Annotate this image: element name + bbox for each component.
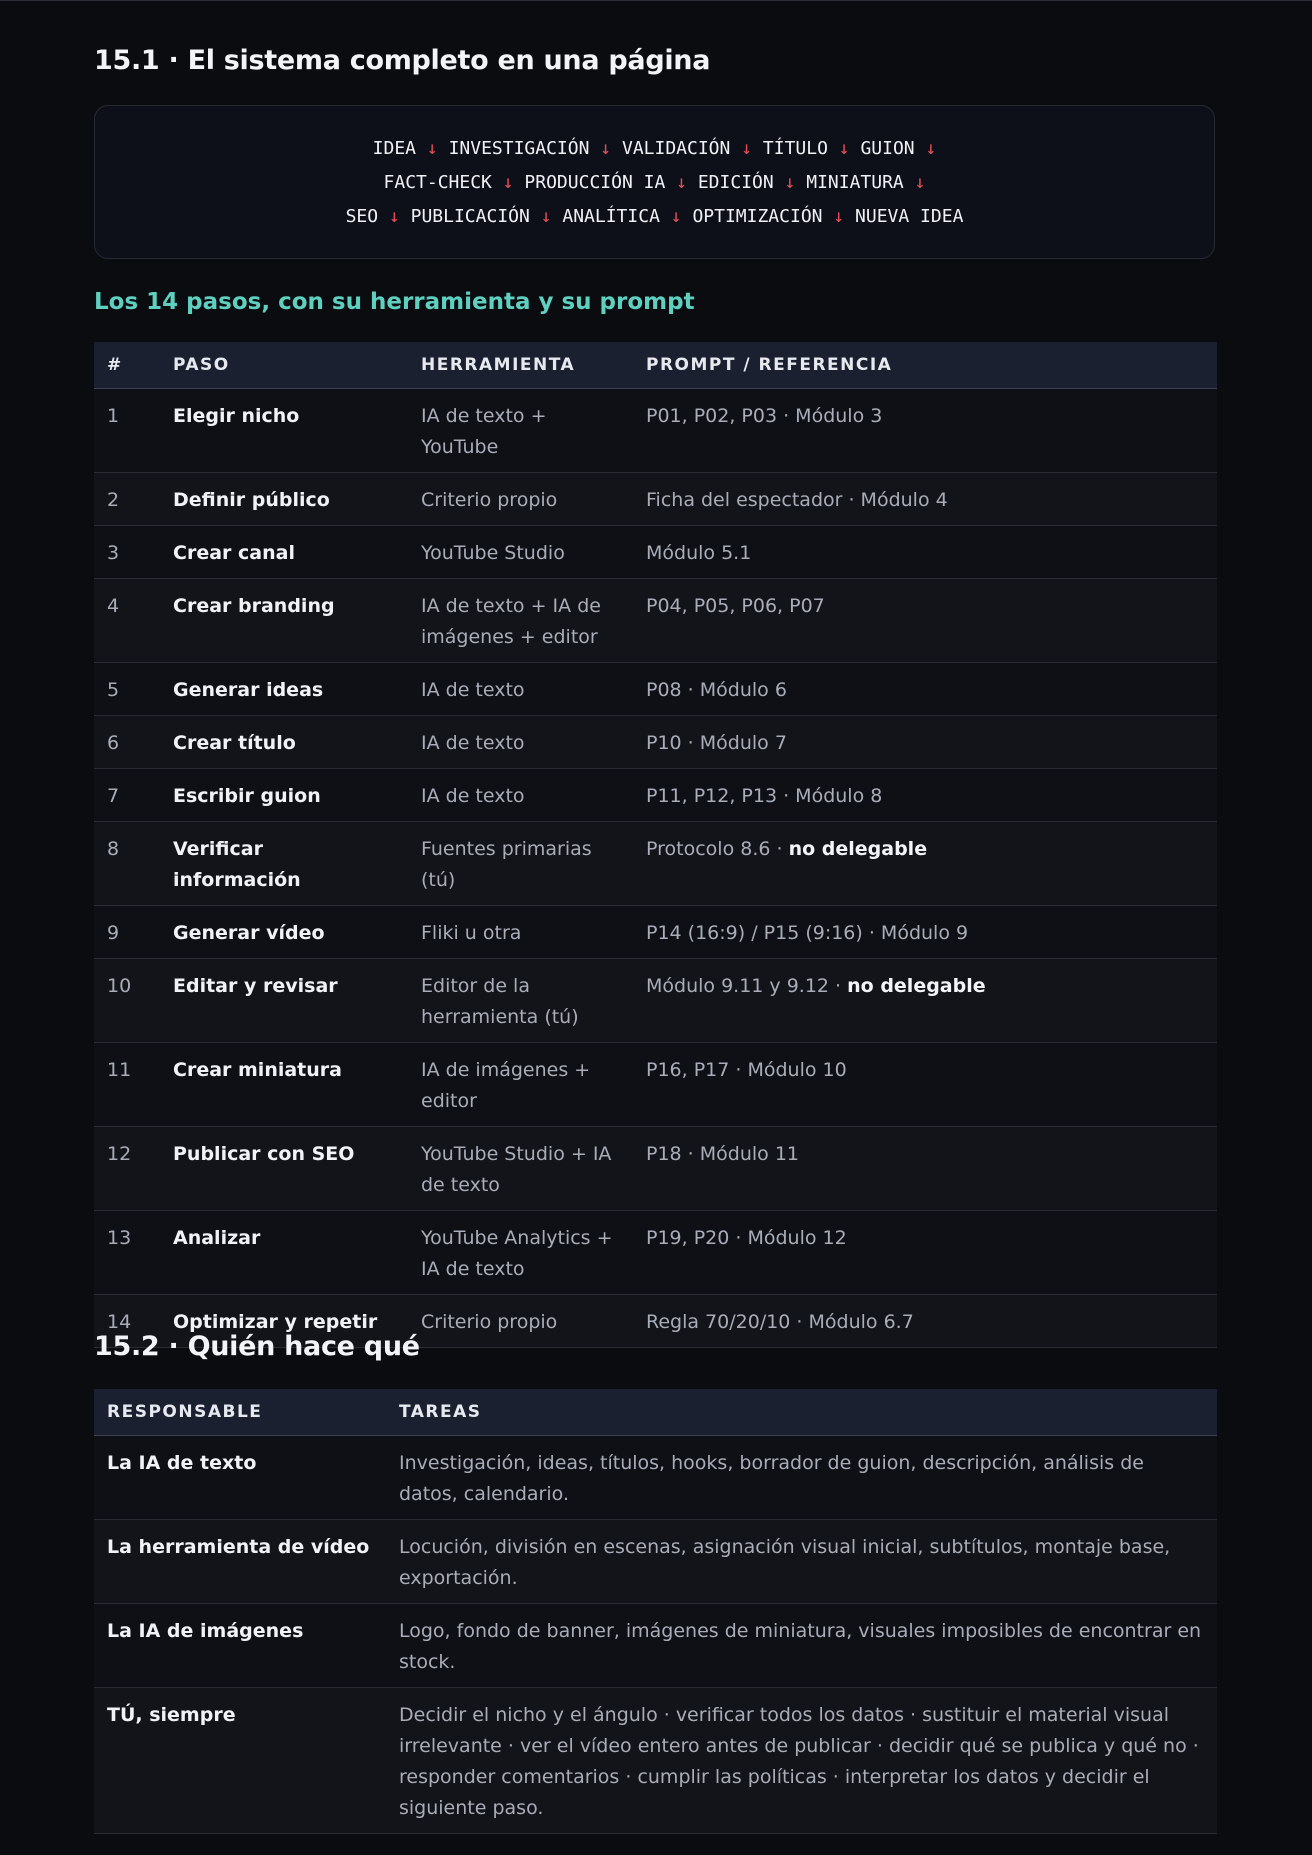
step-tool: YouTube Studio	[408, 526, 633, 579]
column-header-responsible: RESPONSABLE	[94, 1389, 386, 1436]
step-reference	[633, 1211, 1217, 1295]
responsible-name: La IA de texto	[94, 1436, 386, 1520]
reference-text: P18 · Módulo 11	[646, 1143, 799, 1165]
down-arrow-icon: ↓	[600, 138, 612, 159]
step-name: Generar vídeo	[160, 906, 408, 959]
step-name: Editar y revisar	[160, 959, 408, 1043]
step-reference	[633, 389, 1217, 473]
reference-text: Protocolo 8.6 ·	[646, 838, 789, 860]
step-tool: Fuentes primarias (tú)	[408, 822, 633, 906]
step-reference	[633, 906, 1217, 959]
step-tool: YouTube Analytics + IA de texto	[408, 1211, 633, 1295]
step-tool: YouTube Studio + IA de texto	[408, 1127, 633, 1211]
down-arrow-icon: ↓	[676, 172, 687, 193]
step-number: 6	[94, 716, 160, 769]
responsible-tasks: Investigación, ideas, títulos, hooks, borrador de guion, descripción, análisis de datos, calendario.	[386, 1436, 1217, 1520]
reference-text: P01, P02, P03 · Módulo 3	[646, 405, 883, 427]
column-header-reference: PROMPT / REFERENCIA	[633, 342, 1217, 389]
step-reference	[633, 716, 1217, 769]
not-delegable-label: no delegable	[847, 975, 986, 997]
step-name: Generar ideas	[160, 663, 408, 716]
step-tool: IA de texto	[408, 769, 633, 822]
steps-table-body	[94, 389, 1217, 1348]
step-name: Optimizar y repetir	[160, 1295, 408, 1348]
step-number: 13	[94, 1211, 160, 1295]
flow-step-label: FACT-CHECK	[383, 172, 492, 193]
flow-step-label: PUBLICACIÓN	[410, 206, 530, 227]
table-row	[94, 716, 1217, 769]
step-reference	[633, 769, 1217, 822]
step-reference	[633, 526, 1217, 579]
step-name: Crear título	[160, 716, 408, 769]
step-name: Verificar información	[160, 822, 408, 906]
step-tool: Criterio propio	[408, 1295, 633, 1348]
reference-text: P14 (16:9) / P15 (9:16) · Módulo 9	[646, 922, 969, 944]
step-number: 11	[94, 1043, 160, 1127]
down-arrow-icon: ↓	[502, 172, 514, 193]
reference-text: Ficha del espectador · Módulo 4	[646, 489, 948, 511]
flow-step-label: INVESTIGACIÓN	[448, 138, 590, 159]
step-number: 3	[94, 526, 160, 579]
flow-step-label: IDEA	[372, 138, 417, 159]
down-arrow-icon: ↓	[838, 138, 850, 159]
not-delegable-label: no delegable	[788, 838, 928, 860]
responsible-tasks: Logo, fondo de banner, imágenes de miniatura, visuales imposibles de encontrar en stock.	[386, 1604, 1217, 1688]
table-row	[94, 526, 1217, 579]
flow-step-label: SEO	[345, 206, 379, 227]
steps-subtitle: Los 14 pasos, con su herramienta y su prompt	[94, 289, 695, 315]
step-number: 4	[94, 579, 160, 663]
flow-step-label: VALIDACIÓN	[621, 138, 731, 159]
step-number: 5	[94, 663, 160, 716]
down-arrow-icon: ↓	[925, 138, 937, 159]
step-number: 9	[94, 906, 160, 959]
step-reference	[633, 579, 1217, 663]
step-tool: Criterio propio	[408, 473, 633, 526]
table-row	[94, 822, 1217, 906]
reference-text: P11, P12, P13 · Módulo 8	[646, 785, 883, 807]
step-tool: Editor de la herramienta (tú)	[408, 959, 633, 1043]
column-header-step: PASO	[160, 342, 408, 389]
section-title-15-1: 15.1 · El sistema completo en una página	[94, 45, 711, 76]
table-row	[94, 769, 1217, 822]
table-row	[94, 1604, 1217, 1688]
flow-step-label: GUION	[860, 138, 915, 159]
responsible-name: La IA de imágenes	[94, 1604, 386, 1688]
step-tool: IA de texto	[408, 716, 633, 769]
step-name: Publicar con SEO	[160, 1127, 408, 1211]
table-row	[94, 959, 1217, 1043]
step-tool: IA de imágenes + editor	[408, 1043, 633, 1127]
step-number: 10	[94, 959, 160, 1043]
reference-text: Regla 70/20/10 · Módulo 6.7	[646, 1311, 914, 1333]
flow-step-label: EDICIÓN	[697, 172, 774, 193]
step-tool: IA de texto	[408, 663, 633, 716]
table-header-row	[94, 342, 1217, 389]
steps-table	[94, 342, 1217, 1348]
flow-line	[95, 206, 1214, 227]
flow-step-label: NUEVA IDEA	[855, 206, 964, 227]
step-reference	[633, 473, 1217, 526]
down-arrow-icon: ↓	[388, 206, 400, 227]
flow-line	[95, 172, 1214, 193]
flow-step-label: OPTIMIZACIÓN	[692, 206, 823, 227]
table-row	[94, 1436, 1217, 1520]
down-arrow-icon: ↓	[914, 172, 926, 193]
reference-text: Módulo 5.1	[646, 542, 752, 564]
step-tool: IA de texto + IA de imágenes + editor	[408, 579, 633, 663]
step-name: Crear miniatura	[160, 1043, 408, 1127]
section-title-15-2: 15.2 · Quién hace qué	[94, 1331, 420, 1362]
table-row	[94, 579, 1217, 663]
flow-step-label: MINIATURA	[806, 172, 904, 193]
column-header-tool: HERRAMIENTA	[408, 342, 633, 389]
step-name: Crear branding	[160, 579, 408, 663]
reference-text: P19, P20 · Módulo 12	[646, 1227, 847, 1249]
step-number: 12	[94, 1127, 160, 1211]
step-tool: IA de texto + YouTube	[408, 389, 633, 473]
step-reference	[633, 1127, 1217, 1211]
step-name: Elegir nicho	[160, 389, 408, 473]
step-name: Crear canal	[160, 526, 408, 579]
step-reference	[633, 1295, 1217, 1348]
step-number: 1	[94, 389, 160, 473]
reference-text: P10 · Módulo 7	[646, 732, 787, 754]
responsibilities-table-body	[94, 1436, 1217, 1834]
table-row	[94, 663, 1217, 716]
responsible-name: La herramienta de vídeo	[94, 1520, 386, 1604]
step-reference	[633, 663, 1217, 716]
flow-line	[95, 138, 1214, 159]
step-name: Escribir guion	[160, 769, 408, 822]
responsible-tasks: Locución, división en escenas, asignación visual inicial, subtítulos, montaje base, exportación.	[386, 1520, 1217, 1604]
reference-text: Módulo 9.11 y 9.12 ·	[646, 975, 848, 997]
down-arrow-icon: ↓	[784, 172, 796, 193]
step-name: Analizar	[160, 1211, 408, 1295]
table-header-row	[94, 1389, 1217, 1436]
reference-text: P04, P05, P06, P07	[646, 595, 825, 617]
responsibilities-table	[94, 1389, 1217, 1834]
workflow-flow-box	[94, 105, 1215, 259]
step-name: Definir público	[160, 473, 408, 526]
step-reference	[633, 822, 1217, 906]
table-row	[94, 473, 1217, 526]
down-arrow-icon: ↓	[540, 206, 552, 227]
down-arrow-icon: ↓	[426, 138, 438, 159]
down-arrow-icon: ↓	[741, 138, 753, 159]
flow-step-label: ANALÍTICA	[562, 206, 660, 227]
step-reference	[633, 1043, 1217, 1127]
step-reference	[633, 959, 1217, 1043]
down-arrow-icon: ↓	[670, 206, 682, 227]
step-number: 14	[94, 1295, 160, 1348]
column-header-tasks: TAREAS	[386, 1389, 1217, 1436]
table-row	[94, 1211, 1217, 1295]
down-arrow-icon: ↓	[833, 206, 845, 227]
step-tool: Fliki u otra	[408, 906, 633, 959]
table-row	[94, 389, 1217, 473]
column-header-number: #	[94, 342, 160, 389]
table-row	[94, 1520, 1217, 1604]
step-number: 8	[94, 822, 160, 906]
table-row	[94, 1688, 1217, 1834]
step-number: 7	[94, 769, 160, 822]
responsible-tasks: Decidir el nicho y el ángulo · verificar todos los datos · sustituir el material visual irrelevante · ver el vídeo entero antes de publicar · decidir qué se publica y qué no · responder comentarios · cumplir las políticas · interpretar los datos y decidir el siguiente paso.	[386, 1688, 1217, 1834]
table-row	[94, 906, 1217, 959]
table-row	[94, 1127, 1217, 1211]
flow-step-label: PRODUCCIÓN IA	[524, 172, 666, 193]
reference-text: P16, P17 · Módulo 10	[646, 1059, 847, 1081]
table-row	[94, 1043, 1217, 1127]
responsible-name: TÚ, siempre	[94, 1688, 386, 1834]
step-number: 2	[94, 473, 160, 526]
flow-step-label: TÍTULO	[762, 138, 828, 159]
reference-text: P08 · Módulo 6	[646, 679, 787, 701]
